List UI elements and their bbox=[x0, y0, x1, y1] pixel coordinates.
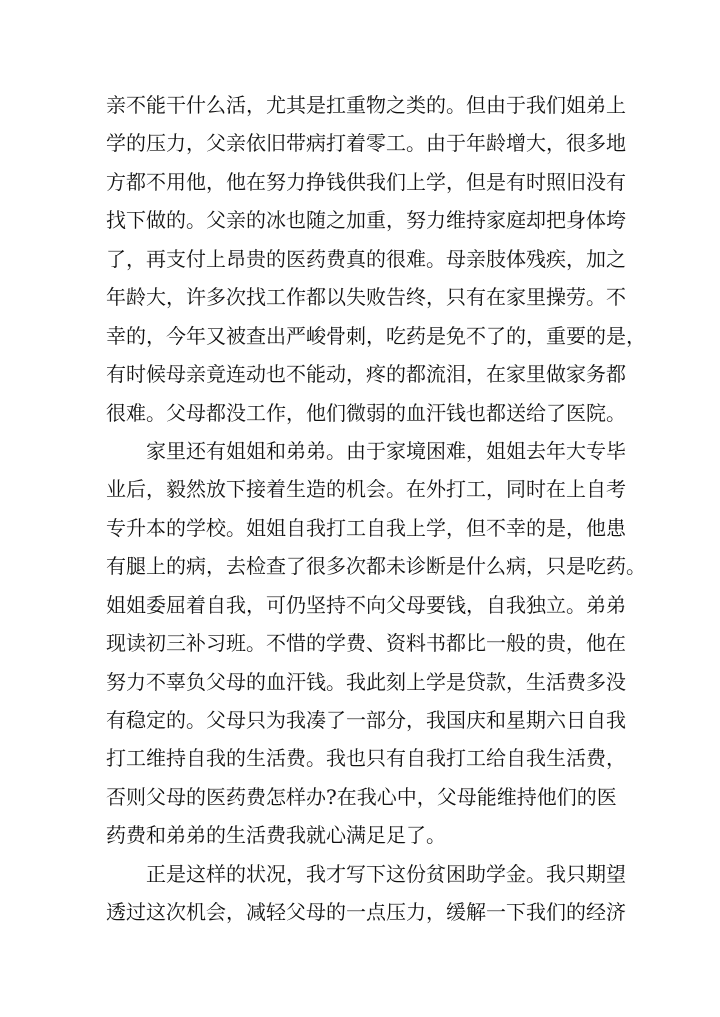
text-line: 方都不用他，他在努力挣钱供我们上学，但是有时照旧没有 bbox=[106, 169, 626, 194]
text-line: 专升本的学校。姐姐自我打工自我上学，但不幸的是，他患 bbox=[106, 515, 626, 540]
paragraph-2 bbox=[106, 432, 646, 855]
text-line: 了，再支付上昂贵的医药费真的很难。母亲肢体残疾，加之 bbox=[106, 246, 626, 271]
text-line: 家里还有姐姐和弟弟。由于家境困难，姐姐去年大专毕 bbox=[146, 438, 626, 463]
text-line: 现读初三补习班。不惜的学费、资料书都比一般的贵，他在 bbox=[106, 631, 626, 656]
paragraph-3 bbox=[106, 855, 626, 932]
text-line: 找下做的。父亲的冰也随之加重，努力维持家庭却把身体垮 bbox=[106, 208, 626, 233]
text-line: 打工维持自我的生活费。我也只有自我打工给自我生活费， bbox=[106, 746, 626, 771]
text-line: 正是这样的状况，我才写下这份贫困助学金。我只期望 bbox=[146, 861, 626, 886]
text-line: 业后，毅然放下接着生造的机会。在外打工，同时在上自考 bbox=[106, 477, 626, 502]
text-line: 很难。父母都没工作，他们微弱的血汗钱也都送给了医院。 bbox=[106, 400, 626, 425]
text-line: 否则父母的医药费怎样办?在我心中，父母能维持他们的医 bbox=[106, 784, 617, 809]
text-line: 学的压力，父亲依旧带病打着零工。由于年龄增大，很多地 bbox=[106, 131, 626, 156]
text-line: 有时候母亲竟连动也不能动，疼的都流泪，在家里做家务都 bbox=[106, 362, 626, 387]
text-line: 亲不能干什么活，尤其是扛重物之类的。但由于我们姐弟上 bbox=[106, 93, 626, 117]
text-line: 有腿上的病，去检查了很多次都未诊断是什么病，只是吃药。 bbox=[106, 554, 646, 579]
body-text bbox=[106, 86, 646, 932]
text-line: 努力不辜负父母的血汗钱。我此刻上学是贷款，生活费多没 bbox=[106, 669, 626, 694]
text-line: 透过这次机会，减轻父母的一点压力，缓解一下我们的经济 bbox=[106, 900, 626, 925]
text-line: 年龄大，许多次找工作都以失败告终，只有在家里操劳。不 bbox=[106, 285, 626, 310]
text-line: 姐姐委屈着自我，可仍坚持不向父母要钱，自我独立。弟弟 bbox=[106, 592, 626, 617]
paragraph-1 bbox=[106, 86, 646, 432]
text-line: 药费和弟弟的生活费我就心满足足了。 bbox=[106, 823, 446, 848]
text-line: 幸的，今年又被查出严峻骨刺，吃药是免不了的，重要的是， bbox=[106, 323, 646, 348]
text-line: 有稳定的。父母只为我凑了一部分，我国庆和星期六日自我 bbox=[106, 708, 626, 732]
